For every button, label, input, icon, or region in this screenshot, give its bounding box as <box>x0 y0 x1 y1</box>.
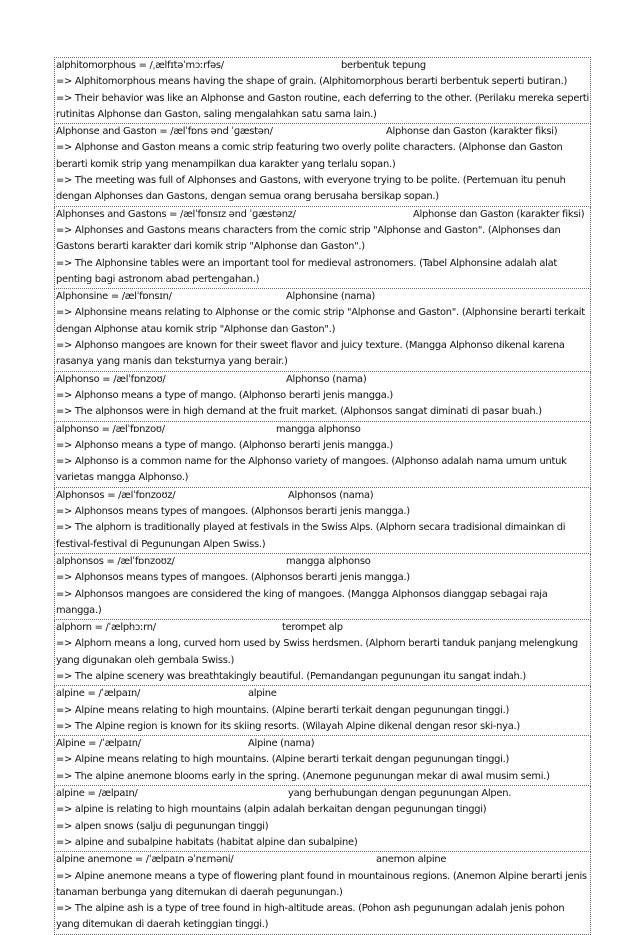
entry-term: Alphonsos = /ælˈfɒnzoʊz/ <box>56 489 176 501</box>
entry-translation: terompet alp <box>282 622 343 634</box>
example-sentence: => alpine and subalpine habitats (habitat alpine dan subalpine) <box>56 836 358 848</box>
entry-term: alpine = /ælpaɪn/ <box>56 788 138 800</box>
example-sentence: => Alphonso means a type of mango. (Alphonso berarti jenis mangga.) <box>56 389 393 401</box>
glossary-entry <box>54 372 591 422</box>
example-sentence: => Alpine means relating to high mountains. (Alpine berarti terkait dengan pegunungan tinggi.) <box>56 704 510 716</box>
entry-term: alphonsos = /ælˈfɒnzoʊz/ <box>56 555 175 567</box>
entry-translation: Alpine (nama) <box>248 738 315 750</box>
entry-header <box>56 686 590 702</box>
example-sentence: => Alphorn means a long, curved horn used by Swiss herdsmen. (Alphorn berarti tanduk panjang melengkung yang digunakan oleh gembala Swiss.) <box>56 638 578 666</box>
entry-header <box>56 852 590 868</box>
entry-header <box>56 289 590 305</box>
glossary-entry <box>54 124 591 206</box>
example-sentence: => The meeting was full of Alphonses and Gastons, with everyone trying to be polite. (Pertemuan itu penuh dengan Alphonses dan Gastons, dengan semua orang berusaha bersikap sopan.) <box>56 175 566 203</box>
example-sentence: => Alpine anemone means a type of flowering plant found in mountainous regions. (Anemon Alpine berarti jenis tanaman berbunga yang ditemukan di daerah pegunungan.) <box>56 870 587 898</box>
entry-translation: Alphonse dan Gaston (karakter fiksi) <box>386 126 558 138</box>
example-sentence: => Alphitomorphous means having the shape of grain. (Alphitomorphous berarti berbentuk seperti butiran.) <box>56 76 568 88</box>
entry-term: Alpine = /ˈælpaɪn/ <box>56 738 141 750</box>
example-sentence: => Alphonses and Gastons means characters from the comic strip "Alphonse and Gaston". (Alphonses dan Gastons berarti karakter dari komik strip "Alphonse dan Gaston".) <box>56 224 561 253</box>
glossary-entry <box>54 786 591 852</box>
entry-header <box>56 422 590 438</box>
example-sentence: => alpine is relating to high mountains (alpin adalah berkaitan dengan pegunungan tinggi) <box>56 804 487 816</box>
glossary-entry <box>54 736 591 786</box>
entry-header <box>56 207 590 223</box>
entry-header <box>56 124 590 140</box>
example-sentence: => alpen snows (salju di pegunungan tinggi) <box>56 820 269 832</box>
entry-translation: berbentuk tepung <box>341 60 426 71</box>
example-sentence: => Alphonse and Gaston means a comic strip featuring two overly polite characters. (Alphonse dan Gaston berarti komik strip yang menampilkan dua karakter yang terlalu sopan.) <box>56 142 563 170</box>
glossary-entry <box>54 57 591 124</box>
example-sentence: => The alpine scenery was breathtakingly beautiful. (Pemandangan pegunungan itu sangat indah.) <box>56 670 526 682</box>
entry-translation: yang berhubungan dengan pegunungan Alpen. <box>288 788 512 800</box>
example-sentence: => The alphorn is traditionally played at festivals in the Swiss Alps. (Alphorn secara tradisional dimainkan di festival-festival di Pegunungan Alpen Swiss.) <box>56 522 566 550</box>
entry-translation: anemon alpine <box>376 854 447 866</box>
example-sentence: => Alphonsos means types of mangoes. (Alphonsos berarti jenis mangga.) <box>56 506 410 518</box>
entry-term: alpine = /ˈælpaɪn/ <box>56 688 141 700</box>
example-sentence: => Their behavior was like an Alphonse and Gaston routine, each deferring to the other. (Perilaku mereka seperti rutinitas Alphonse dan Gaston, saling mengalahkan satu sama lain.) <box>56 92 590 120</box>
glossary-entry <box>54 289 591 371</box>
entry-translation: Alphonso (nama) <box>286 373 367 385</box>
entry-translation: alpine <box>248 688 277 700</box>
glossary-entry <box>54 852 591 934</box>
glossary-entry <box>54 620 591 686</box>
entry-term: alpine anemone = /ˈælpaɪn əˈnɛməni/ <box>56 854 234 866</box>
example-sentence: => Alphonsos means types of mangoes. (Alphonsos berarti jenis mangga.) <box>56 572 410 584</box>
glossary-entry <box>54 422 591 488</box>
example-sentence: => Alpine means relating to high mountains. (Alpine berarti terkait dengan pegunungan tinggi.) <box>56 754 510 766</box>
entry-header <box>56 58 590 74</box>
glossary-entry <box>54 554 591 620</box>
example-sentence: => The alpine ash is a type of tree found in high-altitude areas. (Pohon ash pegunungan adalah jenis pohon yang ditemukan di daerah ketinggian tinggi.) <box>56 903 565 931</box>
entry-header <box>56 372 590 388</box>
example-sentence: => Alphonso is a common name for the Alphonso variety of mangoes. (Alphonso adalah nama umum untuk varietas mangga Alphonso.) <box>56 456 567 484</box>
example-sentence: => The alphonsos were in high demand at the fruit market. (Alphonsos sangat diminati di pasar buah.) <box>56 406 542 418</box>
entry-header <box>56 736 590 752</box>
example-sentence: => The Alphonsine tables were an important tool for medieval astronomers. (Tabel Alphonsine adalah alat penting bagi astronom abad pertengahan.) <box>56 257 558 285</box>
entry-term: Alphonsine = /ælˈfɒnsɪn/ <box>56 291 172 303</box>
entry-header <box>56 786 590 802</box>
entry-translation: Alphonsine (nama) <box>286 291 375 303</box>
glossary-entry <box>54 207 591 289</box>
entry-term: Alphonso = /ælˈfɒnzoʊ/ <box>56 373 166 385</box>
glossary-entry <box>54 686 591 736</box>
example-sentence: => The Alpine region is known for its skiing resorts. (Wilayah Alpine dikenal dengan resor ski-nya.) <box>56 720 520 732</box>
entry-translation: mangga alphonso <box>276 423 361 435</box>
glossary-document <box>54 57 591 935</box>
entry-header <box>56 620 590 636</box>
entry-term: Alphonse and Gaston = /ælˈfɒns ənd ˈɡæstən/ <box>56 126 273 138</box>
entry-term: alphonso = /ælˈfɒnzoʊ/ <box>56 423 165 435</box>
entry-translation: Alphonse dan Gaston (karakter fiksi) <box>413 208 585 220</box>
entry-translation: Alphonsos (nama) <box>288 489 374 501</box>
example-sentence: => Alphonso mangoes are known for their sweet flavor and juicy texture. (Mangga Alphonso dikenal karena rasanya yang manis dan teksturnya yang berair.) <box>56 340 565 368</box>
entry-term: alphitomorphous = /ˌælfɪtəˈmɔːrfəs/ <box>56 60 224 71</box>
entry-translation: mangga alphonso <box>286 555 371 567</box>
example-sentence: => Alphonso means a type of mango. (Alphonso berarti jenis mangga.) <box>56 439 393 451</box>
glossary-entry <box>54 488 591 554</box>
entry-term: Alphonses and Gastons = /ælˈfɒnsɪz ənd ˈɡæstənz/ <box>56 208 296 220</box>
example-sentence: => Alphonsine means relating to Alphonse or the comic strip "Alphonse and Gaston". (Alphonsine berarti terkait dengan Alphonse atau komik strip "Alphonse dan Gaston".) <box>56 307 585 335</box>
entry-term: alphorn = /ˈælphɔːrn/ <box>56 622 156 634</box>
example-sentence: => The alpine anemone blooms early in the spring. (Anemone pegunungan mekar di awal musim semi.) <box>56 770 550 782</box>
entry-header <box>56 488 590 504</box>
entry-header <box>56 554 590 570</box>
example-sentence: => Alphonsos mangoes are considered the king of mangoes. (Mangga Alphonsos dianggap sebagai raja mangga.) <box>56 588 548 616</box>
